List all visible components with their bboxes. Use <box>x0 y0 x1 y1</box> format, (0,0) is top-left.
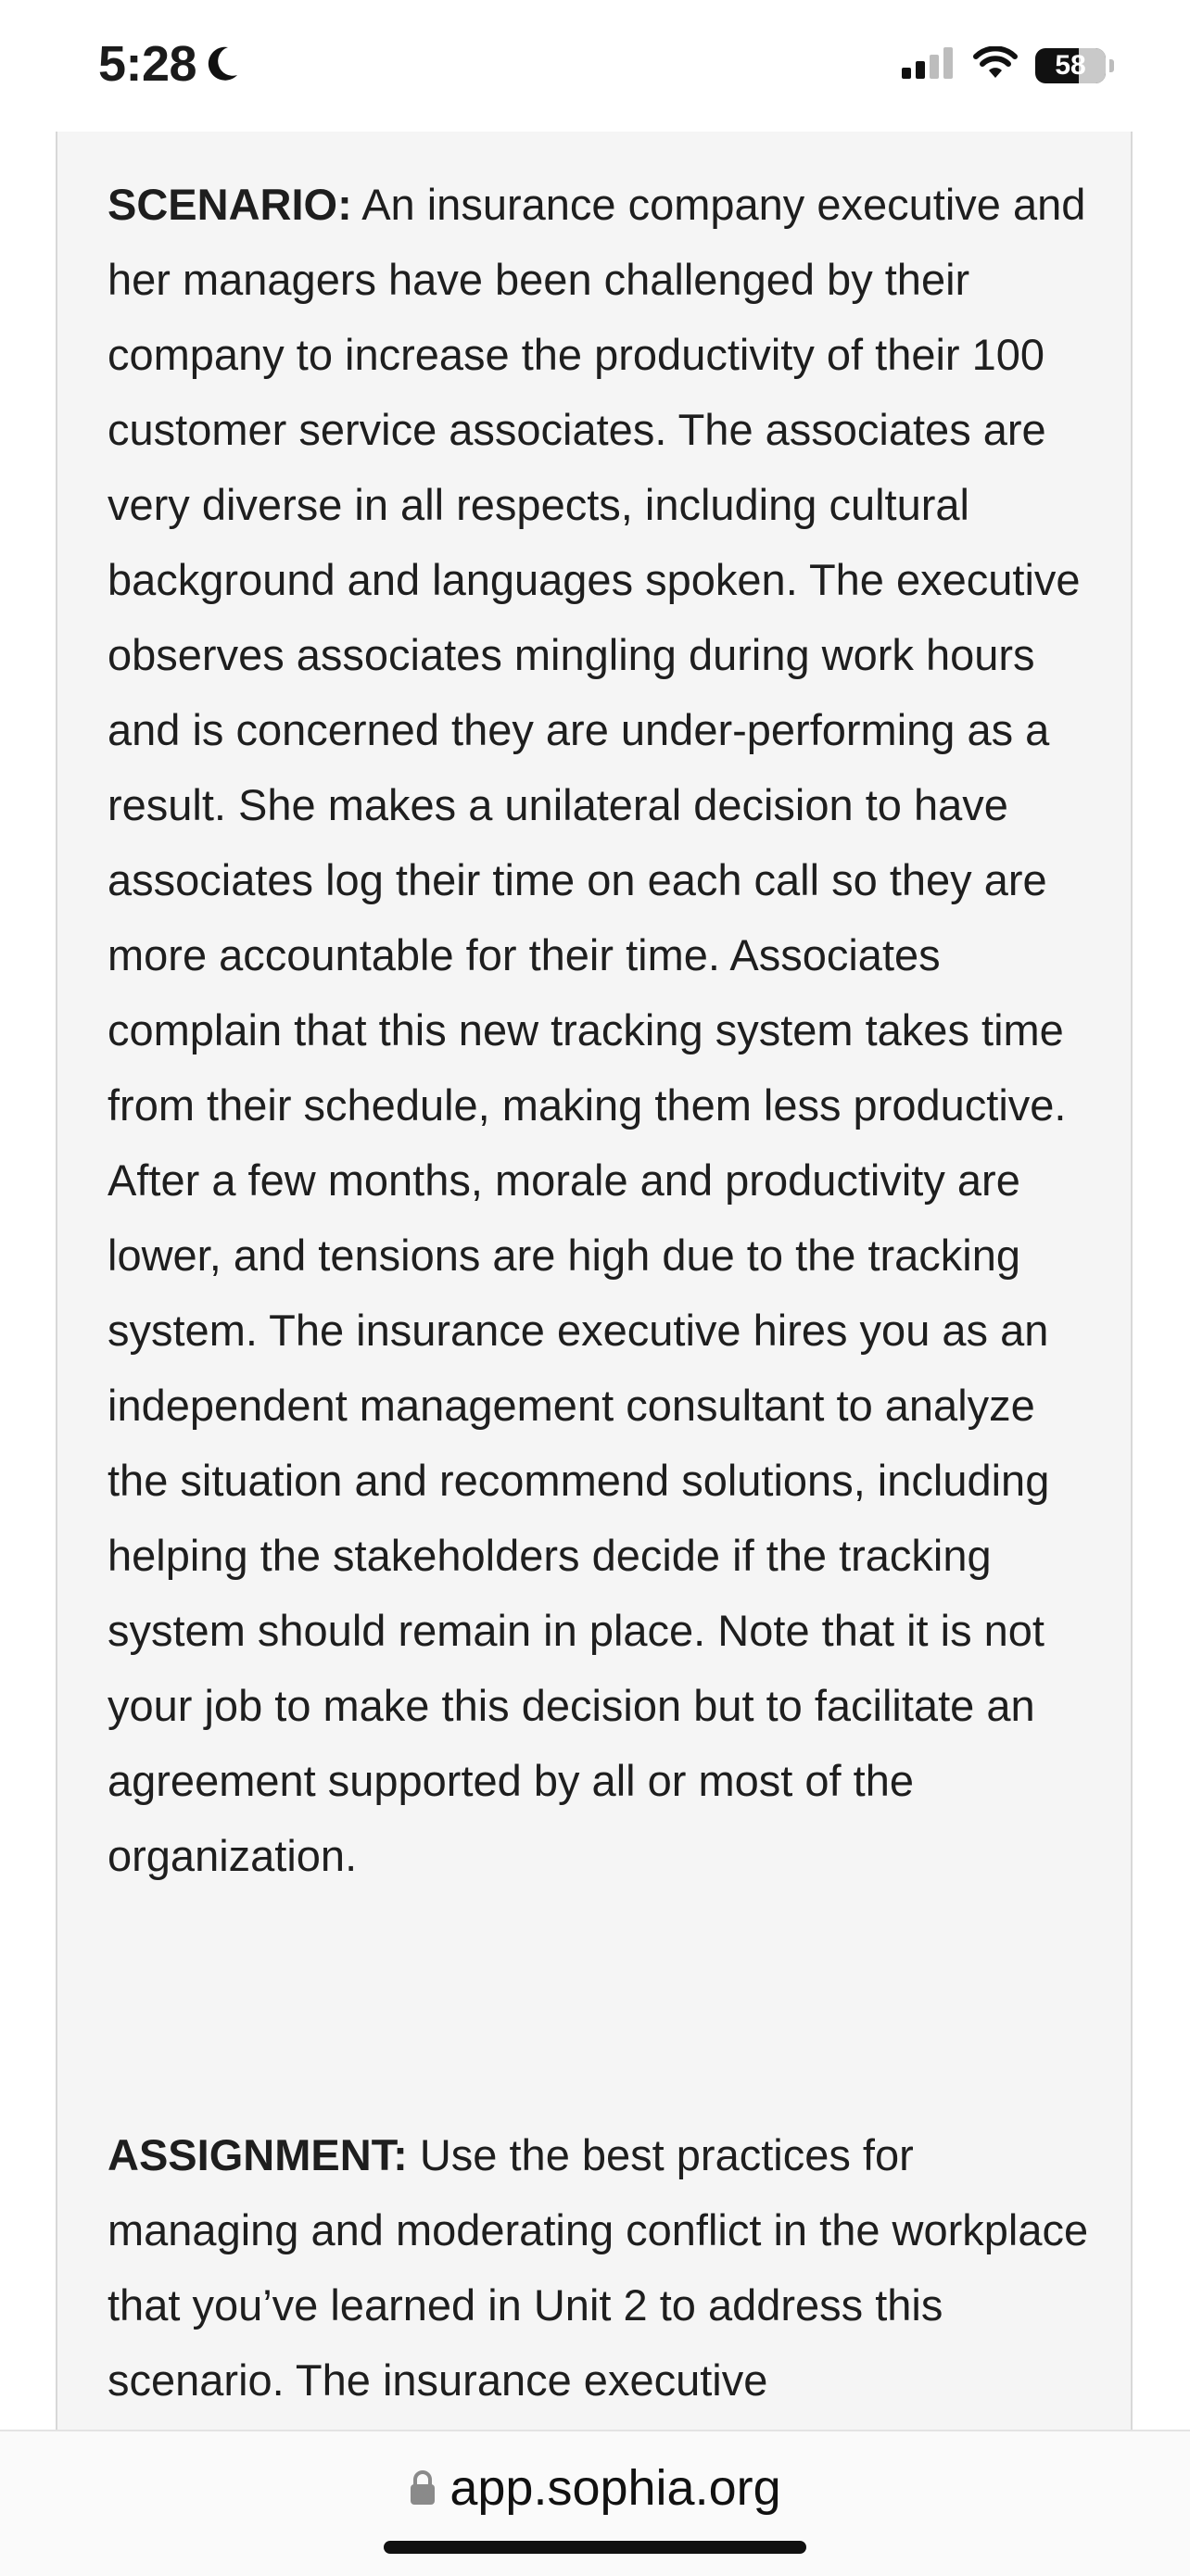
lock-icon <box>409 2469 437 2507</box>
scenario-text: An insurance company executive and her managers have been challenged by their company to increase the productivity of their 100 customer service associates. The associates are very diverse in all respects, including cultural background and languages spoken. The executive observes associates mingling during work hours and is concerned they are under-performing as a result. She makes a unilateral decision to have associates log their time on each call so they are more accountable for their time. Associates complain that this new tracking system takes time from their schedule, making them less productive. After a few months, morale and productivity are lower, and tensions are high due to the tracking system. The insurance executive hires you as an independent management consultant to analyze the situation and recommend solutions, including helping the stakeholders decide if the tracking system should remain in place. Note that it is not your job to make this decision but to facilitate an agreement supported by all or most of the organization. <box>108 180 1086 1880</box>
assignment-text: Use the best practices for managing and moderating conflict in the workplace that you’ve learned in Unit 2 to address this scenario. The insurance executive <box>108 2130 1089 2405</box>
assignment-paragraph <box>108 2117 1090 2418</box>
url-text[interactable]: app.sophia.org <box>449 2460 781 2516</box>
content-card <box>56 132 1133 2430</box>
cellular-signal-icon <box>902 47 956 83</box>
browser-address-bar[interactable] <box>0 2430 1190 2576</box>
battery-icon <box>1035 48 1106 83</box>
scenario-label: SCENARIO: <box>108 180 352 229</box>
clock-label: 5:28 <box>98 36 197 92</box>
assignment-label: ASSIGNMENT: <box>108 2130 408 2179</box>
status-indicators <box>902 46 1114 84</box>
wifi-icon <box>972 46 1019 84</box>
status-bar <box>0 0 1190 132</box>
moon-icon <box>204 44 241 84</box>
battery-tip <box>1109 59 1114 72</box>
home-indicator[interactable] <box>384 2541 806 2554</box>
url-display[interactable] <box>0 2459 1190 2517</box>
status-time <box>98 35 241 93</box>
scenario-paragraph <box>108 167 1090 1893</box>
battery-percent: 58 <box>1055 49 1086 81</box>
